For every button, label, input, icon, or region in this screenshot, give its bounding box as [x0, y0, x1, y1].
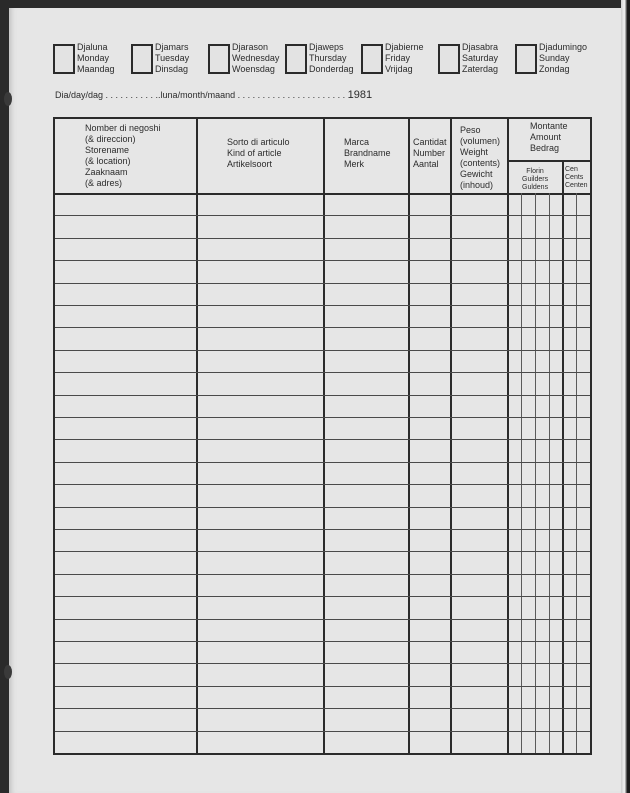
- day-month-label: Dia/day/dag . . . . . . . . . . .: [55, 90, 159, 100]
- column-divider: [450, 119, 452, 753]
- header-amount: Montante Amount Bedrag: [530, 121, 568, 153]
- table-row-divider: [55, 708, 590, 709]
- table-row-divider: [55, 417, 590, 418]
- day-checkbox[interactable]: [361, 44, 383, 74]
- day-checkbox[interactable]: [208, 44, 230, 74]
- column-divider: [408, 119, 410, 753]
- table-row-divider: [55, 507, 590, 508]
- table-row-divider: [55, 372, 590, 373]
- table-row-divider: [55, 238, 590, 239]
- table-row-divider: [55, 551, 590, 552]
- header-store-name: Nomber di negoshi (& direccion) Storename (& location) Zaaknaam (& adres): [85, 123, 161, 188]
- day-label: Djaluna Monday Maandag: [77, 42, 115, 74]
- header-florin: Florin Guilders Guldens: [522, 168, 549, 191]
- day-label: Djaweps Thursday Donderdag: [309, 42, 354, 74]
- header-divider: [55, 193, 590, 195]
- column-divider: [323, 119, 325, 753]
- day-label: Djamars Tuesday Dinsdag: [155, 42, 190, 74]
- date-line: [55, 89, 372, 101]
- month-label: .luna/month/maand . . . . . . . . . . . . . . . . . . . . . .: [158, 90, 346, 100]
- header-cents: Cen Cents Centen: [565, 166, 588, 189]
- binder-hole: [4, 665, 12, 679]
- day-label: Djasabra Saturday Zaterdag: [462, 42, 499, 74]
- digit-divider: [576, 193, 577, 753]
- header-weight: Peso (volumen) Weight (contents) Gewicht (inhoud): [460, 125, 501, 190]
- day-checkbox[interactable]: [515, 44, 537, 74]
- digit-divider: [521, 193, 522, 753]
- digit-divider: [549, 193, 550, 753]
- table-row-divider: [55, 215, 590, 216]
- table-row-divider: [55, 686, 590, 687]
- header-article-kind: Sorto di articulo Kind of article Artikelsoort: [227, 137, 290, 169]
- table-row-divider: [55, 731, 590, 732]
- table-row-divider: [55, 260, 590, 261]
- table-row-divider: [55, 327, 590, 328]
- day-checkbox[interactable]: [285, 44, 307, 74]
- day-label: Djabierne Friday Vrijdag: [385, 42, 424, 74]
- day-checkbox[interactable]: [438, 44, 460, 74]
- table-row-divider: [55, 439, 590, 440]
- table-row-divider: [55, 462, 590, 463]
- day-checkbox[interactable]: [53, 44, 75, 74]
- table-row-divider: [55, 283, 590, 284]
- amount-subheader-divider: [509, 160, 590, 162]
- purchase-table: [53, 117, 592, 755]
- table-row-divider: [55, 574, 590, 575]
- day-checkbox[interactable]: [131, 44, 153, 74]
- table-row-divider: [55, 484, 590, 485]
- table-row-divider: [55, 619, 590, 620]
- table-row-divider: [55, 395, 590, 396]
- day-label: Djadumingo Sunday Zondag: [539, 42, 588, 74]
- year-value: 1981: [347, 89, 373, 101]
- page-edge: [621, 0, 630, 793]
- column-divider: [507, 119, 509, 753]
- binder-hole: [4, 92, 12, 106]
- column-divider: [196, 119, 198, 753]
- day-label: Djarason Wednesday Woensdag: [232, 42, 280, 74]
- table-row-divider: [55, 641, 590, 642]
- table-row-divider: [55, 350, 590, 351]
- digit-divider: [535, 193, 536, 753]
- table-row-divider: [55, 305, 590, 306]
- header-brand: Marca Brandname Merk: [344, 137, 391, 169]
- table-row-divider: [55, 663, 590, 664]
- table-row-divider: [55, 529, 590, 530]
- table-row-divider: [55, 596, 590, 597]
- header-number: Cantidat Number Aantal: [413, 137, 447, 169]
